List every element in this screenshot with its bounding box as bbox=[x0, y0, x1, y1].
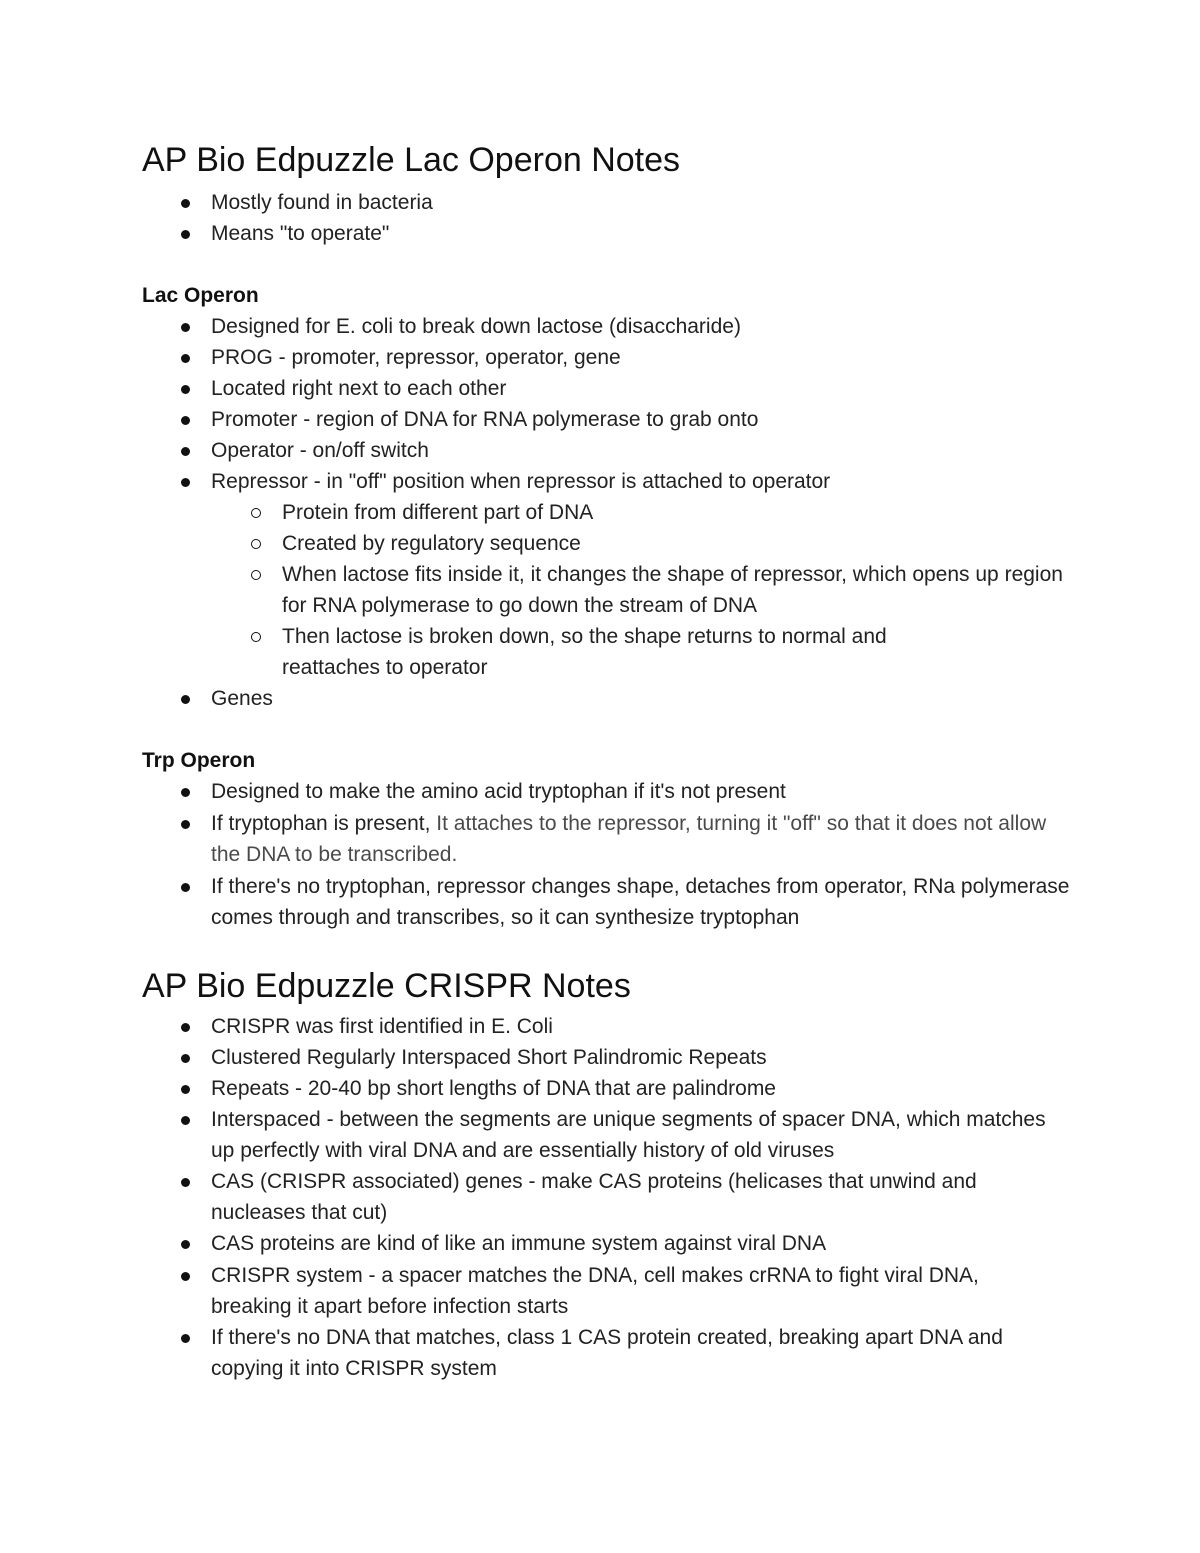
sub-list-item: Created by regulatory sequence bbox=[282, 528, 1072, 559]
bullet-icon bbox=[181, 447, 190, 456]
list-item: Repressor - in "off" position when repressor is attached to operator bbox=[211, 466, 1071, 497]
bullet-icon bbox=[181, 1272, 190, 1281]
bullet-icon bbox=[181, 1178, 190, 1187]
bullet-icon bbox=[181, 1054, 190, 1063]
bullet-icon bbox=[181, 199, 190, 208]
list-item: Clustered Regularly Interspaced Short Palindromic Repeats bbox=[211, 1042, 1071, 1073]
list-item: If there's no tryptophan, repressor changes shape, detaches from operator, RNa polymerase comes through and transcribes, so it can synthesize tryptophan bbox=[211, 871, 1071, 933]
list-item: Designed for E. coli to break down lactose (disaccharide) bbox=[211, 311, 1071, 342]
list-item: CRISPR system - a spacer matches the DNA, cell makes crRNA to fight viral DNA, breaking it apart before infection starts bbox=[211, 1260, 1041, 1322]
list-item: Promoter - region of DNA for RNA polymerase to grab onto bbox=[211, 404, 1071, 435]
bullet-icon bbox=[181, 1334, 190, 1343]
list-item: Designed to make the amino acid tryptophan if it's not present bbox=[211, 776, 1071, 807]
bullet-icon bbox=[181, 323, 190, 332]
list-item: Located right next to each other bbox=[211, 373, 1071, 404]
list-item: Mostly found in bacteria bbox=[211, 187, 1071, 218]
list-item: If tryptophan is present, It attaches to the repressor, turning it "off" so that it does not allow the DNA to be transcribed. bbox=[211, 808, 1071, 870]
bullet-icon bbox=[181, 788, 190, 797]
bullet-icon bbox=[181, 230, 190, 239]
crispr-notes-title: AP Bio Edpuzzle CRISPR Notes bbox=[142, 967, 631, 1005]
bullet-icon bbox=[181, 695, 190, 704]
sub-list-item: Protein from different part of DNA bbox=[282, 497, 1072, 528]
bullet-icon bbox=[181, 1085, 190, 1094]
bullet-icon bbox=[181, 354, 190, 363]
list-item: Genes bbox=[211, 683, 1071, 714]
bullet-icon bbox=[181, 820, 190, 829]
list-item: CRISPR was first identified in E. Coli bbox=[211, 1011, 1071, 1042]
hollow-bullet-icon bbox=[251, 539, 261, 549]
list-item: PROG - promoter, repressor, operator, gene bbox=[211, 342, 1071, 373]
list-item: Operator - on/off switch bbox=[211, 435, 1071, 466]
list-item: Repeats - 20-40 bp short lengths of DNA that are palindrome bbox=[211, 1073, 1071, 1104]
list-item: CAS proteins are kind of like an immune system against viral DNA bbox=[211, 1228, 1071, 1259]
hollow-bullet-icon bbox=[251, 570, 261, 580]
bullet-icon bbox=[181, 1240, 190, 1249]
list-item: Interspaced - between the segments are unique segments of spacer DNA, which matches up perfectly with viral DNA and are essentially history of old viruses bbox=[211, 1104, 1071, 1166]
lac-operon-heading: Lac Operon bbox=[142, 284, 259, 307]
bullet-icon bbox=[181, 1116, 190, 1125]
lac-notes-title: AP Bio Edpuzzle Lac Operon Notes bbox=[142, 141, 681, 179]
bullet-icon bbox=[181, 478, 190, 487]
bullet-icon bbox=[181, 416, 190, 425]
sub-list-item: When lactose fits inside it, it changes the shape of repressor, which opens up region for RNA polymerase to go down the stream of DNA bbox=[282, 559, 1072, 621]
sub-list-item: Then lactose is broken down, so the shape returns to normal and reattaches to operator bbox=[282, 621, 982, 683]
bullet-icon bbox=[181, 1023, 190, 1032]
list-item: CAS (CRISPR associated) genes - make CAS proteins (helicases that unwind and nucleases that cut) bbox=[211, 1166, 1041, 1228]
bullet-icon bbox=[181, 385, 190, 394]
list-item: If there's no DNA that matches, class 1 CAS protein created, breaking apart DNA and copying it into CRISPR system bbox=[211, 1322, 1071, 1384]
bullet-icon bbox=[181, 883, 190, 892]
hollow-bullet-icon bbox=[251, 508, 261, 518]
list-item: Means "to operate" bbox=[211, 218, 1071, 249]
trp-operon-heading: Trp Operon bbox=[142, 749, 256, 772]
hollow-bullet-icon bbox=[251, 632, 261, 642]
